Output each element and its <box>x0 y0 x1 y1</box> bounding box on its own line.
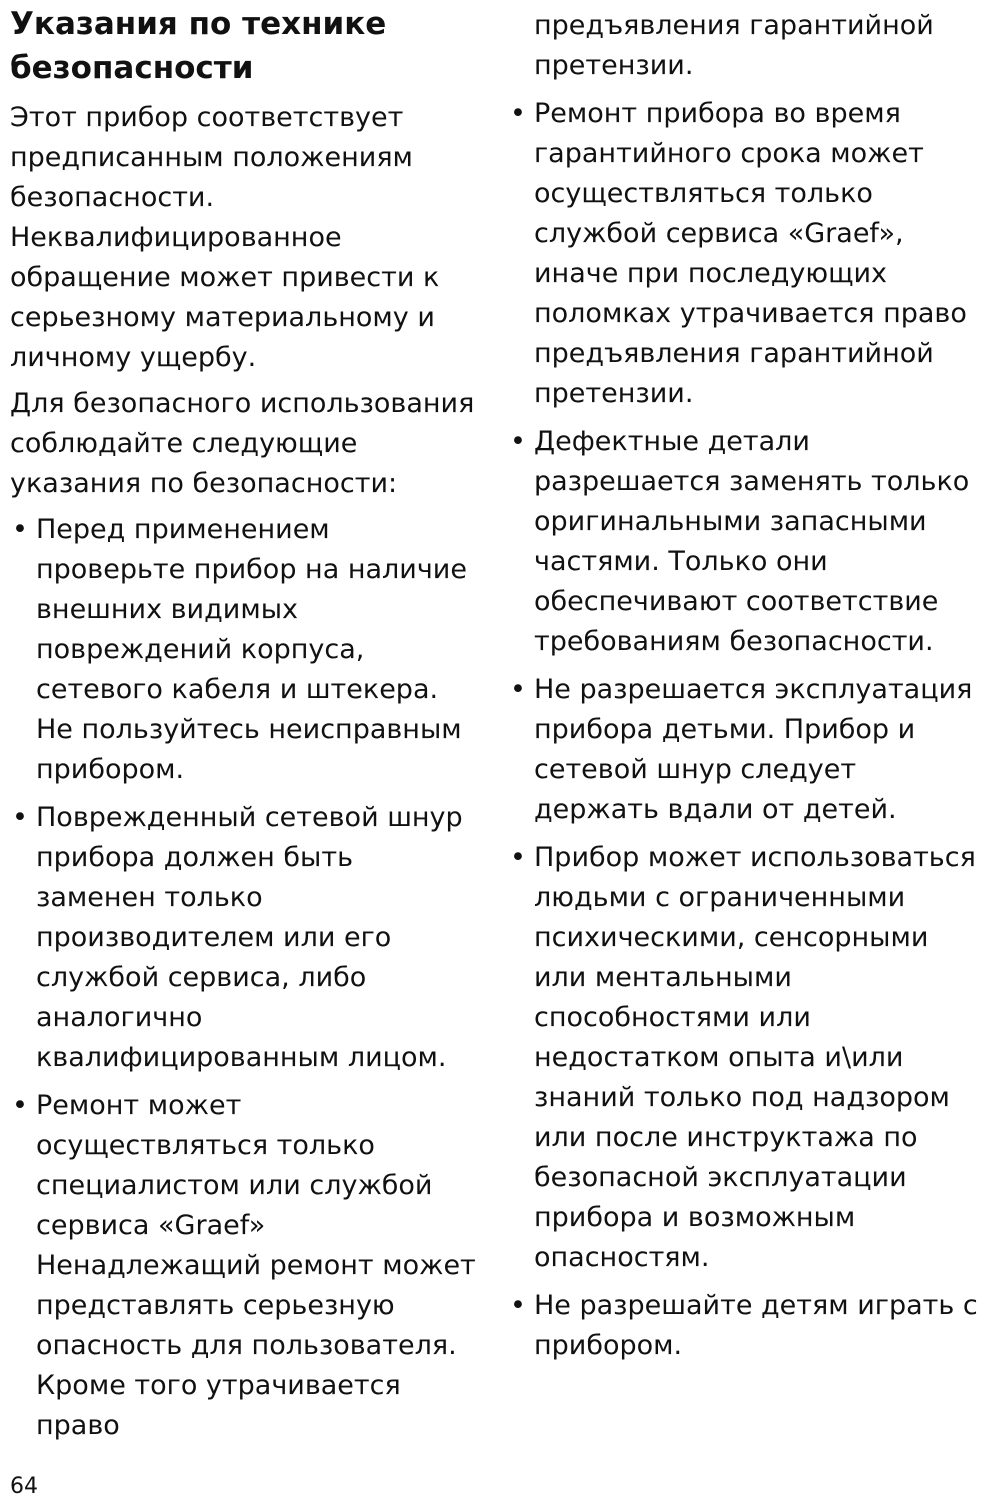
page-number: 64 <box>10 1474 38 1499</box>
section-heading: Указания по технике безопасности <box>10 6 387 86</box>
list-item <box>10 798 480 1078</box>
list-item <box>508 1286 978 1366</box>
list-item <box>508 838 978 1278</box>
list-item-text: Ремонт прибора во время гарантийного срока может осуществляться только службой сервиса «Graef», иначе при последующих поломках утрачивается право предъявления гарантийной претензии. <box>534 98 967 409</box>
bullet-icon: • <box>510 98 526 129</box>
list-item-text: Поврежденный сетевой шнур прибора должен быть заменен только производителем или его службой сервиса, либо аналогично квалифицированным лицом. <box>36 802 463 1073</box>
bullet-icon: • <box>510 674 526 705</box>
intro-paragraph-2: Для безопасного использования соблюдайте следующие указания по безопасности: <box>10 388 475 499</box>
bullet-icon: • <box>510 842 526 873</box>
right-bullet-list <box>508 94 978 1366</box>
bullet-icon: • <box>510 1290 526 1321</box>
list-item-text: Не разрешается эксплуатация прибора детьми. Прибор и сетевой шнур следует держать вдали от детей. <box>534 674 973 825</box>
bullet-icon: • <box>510 426 526 457</box>
list-item-text: Не разрешайте детям играть с прибором. <box>534 1290 978 1361</box>
list-item <box>10 1086 480 1446</box>
right-column <box>508 0 978 1374</box>
list-item-text: Дефектные детали разрешается заменять только оригинальными запасными частями. Только они обеспечивают соответствие требованиям безопасности. <box>534 426 970 657</box>
list-item-text: Перед применением проверьте прибор на наличие внешних видимых повреждений корпуса, сетевого кабеля и штекера. Не пользуйтесь неисправным прибором. <box>36 514 467 785</box>
left-bullet-list <box>10 510 480 1446</box>
left-column <box>10 0 480 1454</box>
list-item <box>508 422 978 662</box>
continued-text: предъявления гарантийной претензии. <box>534 10 934 81</box>
intro-paragraph-1: Этот прибор соответствует предписанным положениям безопасности. Неквалифицированное обращение может привести к серьезному материальному и личному ущербу. <box>10 102 440 373</box>
list-item-text: Прибор может использоваться людьми с ограниченными психическими, сенсорными или ментальными способностями или недостатком опыта и\или знаний только под надзором или после инструктажа по безопасной эксплуатации прибора и возможным опасностям. <box>534 842 976 1273</box>
bullet-icon: • <box>12 514 28 545</box>
bullet-icon: • <box>12 802 28 833</box>
list-item <box>508 94 978 414</box>
bullet-icon: • <box>12 1090 28 1121</box>
list-item-text: Ремонт может осуществляться только специалистом или службой сервиса «Graef» Ненадлежащий ремонт может представлять серьезную опасность для пользователя. Кроме того утрачивается право <box>36 1090 476 1441</box>
list-item <box>508 670 978 830</box>
list-item <box>10 510 480 790</box>
